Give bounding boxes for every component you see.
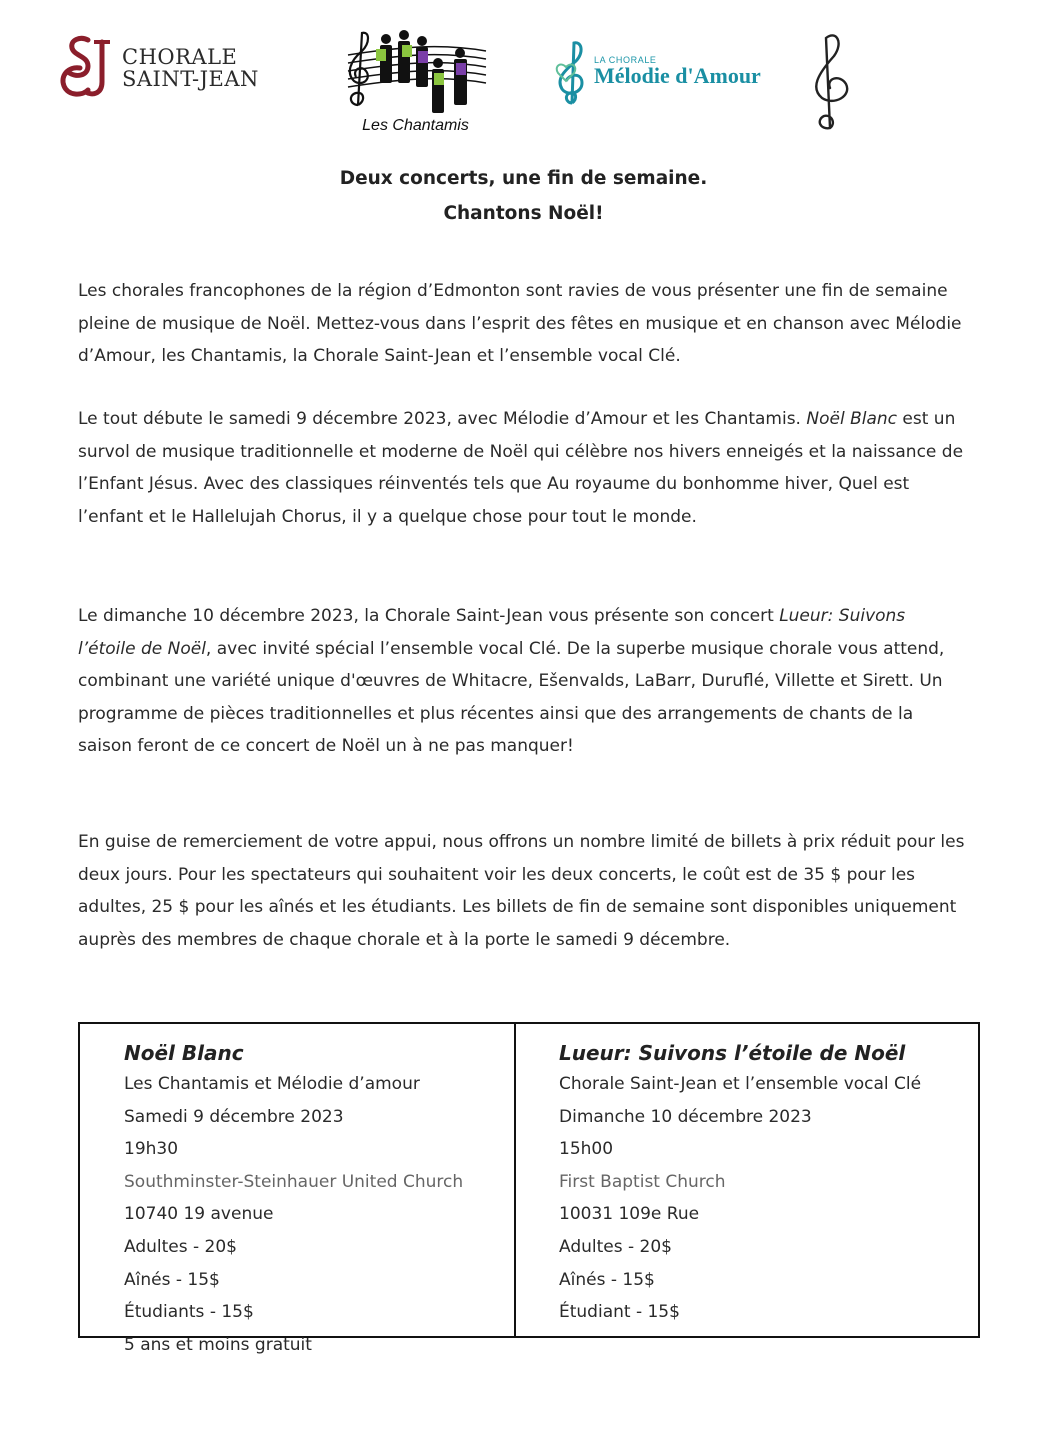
concert-lueur [559,1038,969,1329]
chantamis-singers-icon [340,25,490,117]
melodie-small-text: LA CHORALE [594,55,657,65]
concert-noel-blanc [124,1038,504,1361]
concerts-table [78,1022,980,1355]
csj-line2: SAINT-JEAN [122,67,259,91]
chantamis-logo [340,25,490,137]
concert-performers: Les Chantamis et Mélodie d’amour [124,1074,420,1094]
melodie-amour-logo [552,37,767,109]
treble-clef-icon [800,28,866,136]
p3-text-a: Le dimanche 10 décembre 2023, la Chorale Saint-Jean vous présente son concert [78,606,780,626]
concert-time: 19h30 [124,1139,179,1160]
price-children: 5 ans et moins gratuit [124,1334,312,1355]
price-seniors: Aînés - 15$ [124,1269,220,1290]
price-adults: Adultes - 20$ [559,1236,672,1257]
table-divider [514,1024,516,1336]
melodie-heart-clef-icon [552,37,594,109]
paragraph-lueur [78,600,968,763]
p2-text-b: est un survol de musique traditionnelle et moderne de Noël qui célèbre nos hivers enneigés et la naissance de l’Enfant Jésus. Avec des classiques réinventés tels que Au royaume du bonhomme hiver, Quel est l’enfant et le Hallelujah Chorus, il y a quelque chose pour tout le monde. [78,409,964,527]
csj-line1: CHORALE [122,45,238,69]
p2-title: Noël Blanc [806,409,898,429]
concert-date: Samedi 9 décembre 2023 [124,1106,344,1127]
chorale-saint-jean-logo [58,34,268,100]
p3-title: Lueur: Suivons l’étoile de Noël [78,606,906,659]
concert-venue: Southminster-Steinhauer United Church [124,1171,464,1192]
concert-address: 10031 109e Rue [559,1204,700,1225]
concert-venue: First Baptist Church [559,1171,726,1192]
melodie-big-text: Mélodie d'Amour [594,63,761,88]
concert-time: 15h00 [559,1139,614,1160]
price-adults: Adultes - 20$ [124,1236,237,1257]
heading-line-2: Chantons Noël! [443,203,604,224]
paragraph-noel-blanc [78,403,968,533]
chantamis-label: Les Chantamis [362,117,469,134]
concert-date: Dimanche 10 décembre 2023 [559,1106,812,1127]
logo-strip [0,0,1047,150]
paragraph-tickets: En guise de remerciement de votre appui, nous offrons un nombre limité de billets à prix réduit pour les deux jours. Pour les spectateurs qui souhaitent voir les deux concerts, le coût est de 35 $ pour les adultes, 25 $ pour les aînés et les étudiants. Les billets de fin de semaine sont disponibles uniquement auprès des membres de chaque chorale et à la porte le samedi 9 décembre. [78,832,965,950]
price-students: Étudiants - 15$ [124,1302,254,1323]
p3-text-b: , avec invité spécial l’ensemble vocal Clé. De la superbe musique chorale vous attend, combinant une variété unique d'œuvres de Whitacre, Ešenvalds, LaBarr, Duruflé, Villette et Sirett. Un programme de pièces traditionnelles et plus récentes ainsi que des arrangements de chants de la saison feront de ce concert de Noël un à ne pas manquer! [78,638,945,757]
concert-title: Lueur: Suivons l’étoile de Noël [559,1041,906,1065]
p2-text-a: Le tout débute le samedi 9 décembre 2023, avec Mélodie d’Amour et les Chantamis. [78,409,807,429]
paragraph-intro: Les chorales francophones de la région d’Edmonton sont ravies de vous présenter une fin de semaine pleine de musique de Noël. Mettez-vous dans l’esprit des fêtes en musique et en chanson avec Mélodie d’Amour, les Chantamis, la Chorale Saint-Jean et l’ensemble vocal Clé. [78,281,962,367]
concert-performers: Chorale Saint-Jean et l’ensemble vocal Clé [559,1074,922,1094]
concert-address: 10740 19 avenue [124,1204,274,1225]
heading-line-1: Deux concerts, une fin de semaine. [339,168,708,189]
concert-title: Noël Blanc [124,1041,244,1065]
csj-wordmark [122,46,259,90]
price-students: Étudiant - 15$ [559,1302,680,1323]
csj-monogram-icon [58,34,118,100]
price-seniors: Aînés - 15$ [559,1269,655,1290]
